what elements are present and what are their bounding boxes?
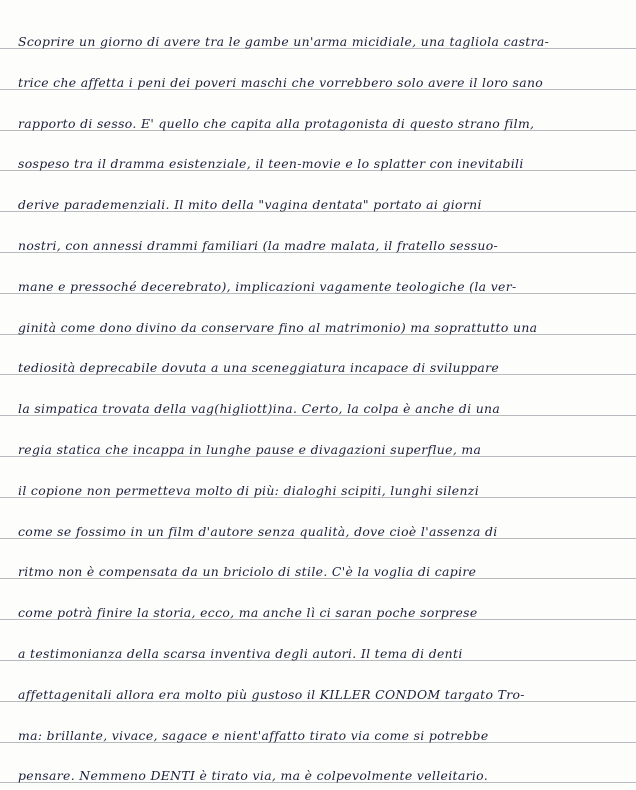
text-line: ginità come dono divino da conservare fino al matrimonio) ma soprattutto una bbox=[18, 320, 538, 335]
text-line: mane e pressoché decerebrato), implicazioni vagamente teologiche (la ver- bbox=[18, 279, 517, 294]
text-line: Scoprire un giorno di avere tra le gambe un'arma micidiale, una tagliola castra- bbox=[18, 34, 550, 49]
text-line: la simpatica trovata della vag(higliott)ina. Certo, la colpa è anche di una bbox=[18, 401, 501, 416]
text-line: rapporto di sesso. E' quello che capita alla protagonista di questo strano film, bbox=[18, 116, 535, 131]
text-line: derive parademenziali. Il mito della "vagina dentata" portato ai giorni bbox=[18, 197, 482, 212]
text-line: nostri, con annessi drammi familiari (la madre malata, il fratello sessuo- bbox=[18, 238, 499, 253]
text-line: a testimonianza della scarsa inventiva degli autori. Il tema di denti bbox=[18, 646, 463, 661]
text-line: ma: brillante, vivace, sagace e nient'affatto tirato via come si potrebbe bbox=[18, 728, 489, 743]
text-line: sospeso tra il dramma esistenziale, il teen-movie e lo splatter con inevitabili bbox=[18, 156, 524, 171]
text-line: come se fossimo in un film d'autore senza qualità, dove cioè l'assenza di bbox=[18, 524, 498, 539]
text-line: come potrà finire la storia, ecco, ma anche lì ci saran poche sorprese bbox=[18, 605, 478, 620]
text-line: ritmo non è compensata da un briciolo di stile. C'è la voglia di capire bbox=[18, 564, 477, 579]
text-line: pensare. Nemmeno DENTI è tirato via, ma è colpevolmente velleitario. bbox=[18, 768, 489, 783]
text-line: trice che affetta i peni dei poveri maschi che vorrebbero solo avere il loro sano bbox=[18, 75, 544, 90]
text-line: tediosità deprecabile dovuta a una sceneggiatura incapace di sviluppare bbox=[18, 360, 500, 375]
text-line: il copione non permetteva molto di più: dialoghi scipiti, lunghi silenzi bbox=[18, 483, 480, 498]
text-line: regia statica che incappa in lunghe pause e divagazioni superflue, ma bbox=[18, 442, 482, 457]
text-line: affettagenitali allora era molto più gustoso il KILLER CONDOM targato Tro- bbox=[18, 687, 525, 702]
